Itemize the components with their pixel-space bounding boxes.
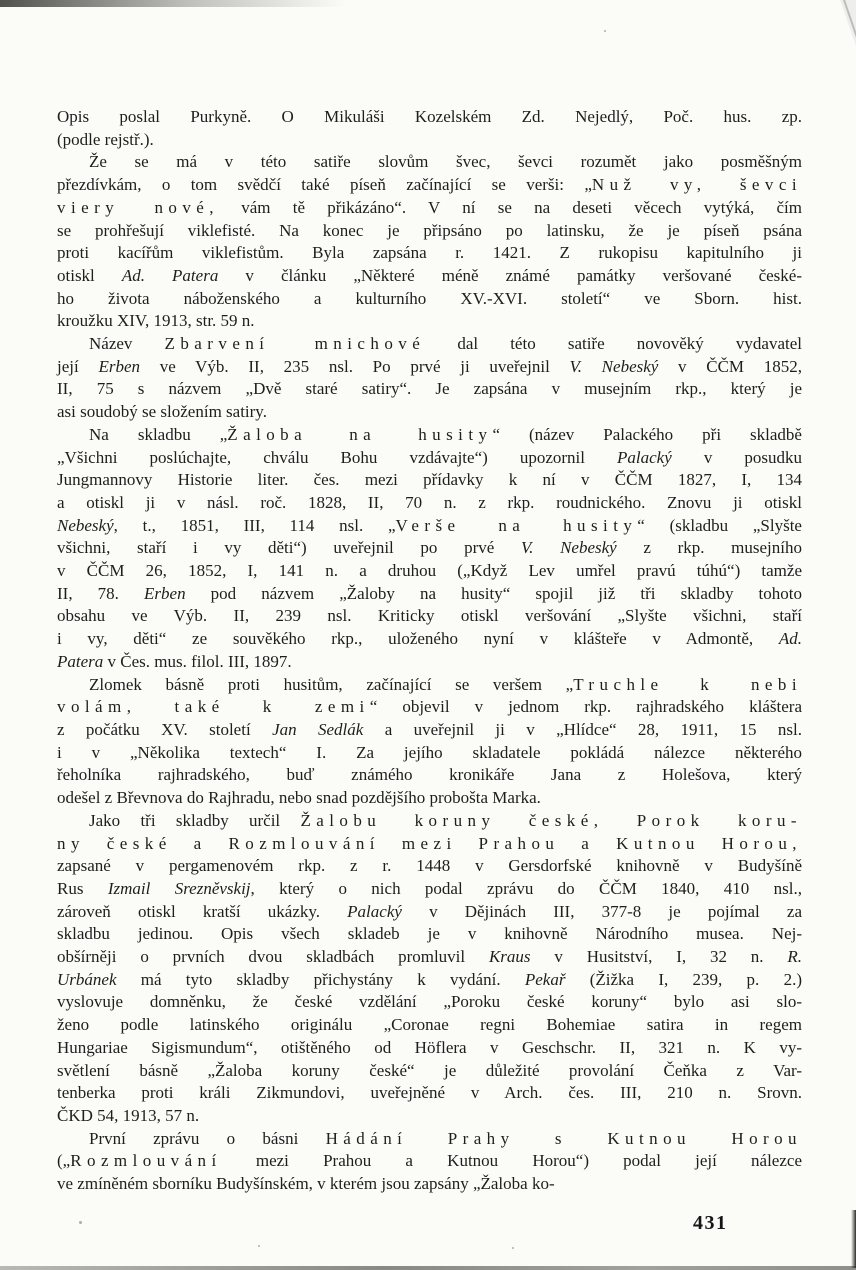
text-segment: Jako tři skladby určil <box>89 810 301 830</box>
text-segment: proti kacířům viklefistům. Byla zapsána r. 1421. Z rukopisu kapitulního ji <box>57 243 802 263</box>
text-line <box>57 833 802 856</box>
text-line <box>57 469 802 492</box>
text-line <box>57 810 802 833</box>
text-segment: mezi Prahou a Kutnou Horou“) podal její nálezce <box>221 1151 802 1171</box>
text-segment: “ objevil v jednom rkp. rajhradského kláštera <box>369 697 802 717</box>
text-line <box>57 1128 802 1151</box>
text-line <box>57 424 802 447</box>
text-line <box>57 106 802 129</box>
text-segment: Hádání Prahy s Kutnou Horou <box>325 1128 802 1148</box>
text-line <box>57 651 802 674</box>
text-line <box>57 946 802 969</box>
text-line <box>57 878 802 901</box>
text-segment: “ (skladbu „Slyšte <box>637 515 802 535</box>
text-segment: Truchle k nebi <box>573 674 802 694</box>
text-line <box>57 401 802 424</box>
scan-speck <box>79 1221 82 1224</box>
text-line <box>57 628 802 651</box>
text-line <box>57 991 802 1014</box>
text-segment: “ (název Palackého při skladbě <box>492 424 802 444</box>
text-segment: ve zmíněném sborníku Budyšínském, v kterém jsou zapsány „Žaloba ko- <box>57 1174 555 1194</box>
text-segment: Žalobu koruny české, Porok koru- <box>300 810 802 830</box>
text-segment: , t., 1851, III, 114 nsl. „ <box>113 515 396 535</box>
text-line <box>57 901 802 924</box>
text-segment: Nebeský <box>57 515 114 535</box>
scan-speck <box>604 30 606 32</box>
text-segment: V. Nebeský <box>520 538 617 558</box>
text-segment: ve Výb. II, 235 nsl. Po prvé ji uveřejnil <box>139 356 570 376</box>
text-segment: Na skladbu „ <box>89 424 228 444</box>
text-segment: dal této satiře novověký vydavatel <box>425 334 803 354</box>
text-segment: Hungariae Sigismundum“, otištěného od Höflera v Geschschr. II, 321 n. K vy- <box>57 1037 802 1057</box>
text-segment: přezdívkám, o tom svědčí také píseň začínající se verši: „ <box>57 175 592 195</box>
text-line <box>57 197 802 220</box>
text-segment: světlení básně „Žaloba koruny české“ je důležité provolání Čeňka z Var- <box>57 1060 802 1080</box>
text-line <box>57 742 802 765</box>
scan-corner-shade <box>840 0 856 46</box>
text-segment: Název <box>89 334 165 354</box>
text-segment: z rkp. musejního <box>616 538 802 558</box>
text-segment: II, 78. <box>57 583 145 603</box>
text-line <box>57 1173 802 1196</box>
text-segment: vám tě přikázáno“. V ní se na deseti věcech vytýká, čím <box>218 197 802 217</box>
text-line <box>57 1082 802 1105</box>
text-line <box>57 923 802 946</box>
text-segment: Rozmlouvání <box>70 1151 222 1171</box>
text-segment: v Husitství, I, 32 n. <box>530 947 788 967</box>
scan-speck <box>512 1247 514 1249</box>
text-segment: v Dějinách III, 377-8 je pojímal za <box>401 901 802 921</box>
scan-shadow-right <box>851 1210 856 1268</box>
text-segment: odešel z Břevnova do Rajhradu, nebo snad pozdějšího probošta Marka. <box>57 788 541 808</box>
text-segment: obsahu ve Výb. II, 239 nsl. Kriticky otiskl veršování „Slyšte všichni, staří <box>57 606 802 626</box>
text-line <box>57 174 802 197</box>
text-segment: V. Nebeský <box>569 356 659 376</box>
text-line <box>57 1060 802 1083</box>
text-segment: zapsané v pergamenovém rkp. z r. 1448 v Gersdorfské knihovně v Budyšíně <box>57 856 802 876</box>
text-segment: , který o nich podal zprávu do ČČM 1840, 410 nsl., <box>250 878 802 898</box>
text-segment: se prohřešují viklefisté. Na konec je připsáno po latinsku, že je píseň psána <box>57 220 802 240</box>
text-segment: (podle rejstř.). <box>57 129 154 149</box>
text-segment: pod názvem „Žaloby na husity“ spojil již tři skladby tohoto <box>185 583 802 603</box>
text-line <box>57 583 802 606</box>
text-segment: Erben <box>144 583 186 603</box>
text-segment: První zprávu o básni <box>89 1128 326 1148</box>
text-segment: Rus <box>57 878 108 898</box>
text-segment: Pekař <box>524 969 566 989</box>
text-line <box>57 537 802 560</box>
text-line <box>57 787 802 810</box>
text-segment: (Žižka I, 239, p. 2.) <box>565 969 802 989</box>
text-segment: ny české a Rozmlouvání mezi Prahou a Kutnou Horou, <box>57 833 802 853</box>
text-segment: R. <box>787 947 803 967</box>
text-line <box>57 447 802 470</box>
text-segment: Verše na husity <box>395 515 638 535</box>
scan-shadow-top <box>0 0 345 7</box>
text-segment: a uveřejnil ji v „Hlídce“ 28, 1911, 15 nsl. <box>363 719 803 739</box>
text-segment: z počátku XV. století <box>57 719 273 739</box>
text-line <box>57 333 802 356</box>
text-segment: Kraus <box>488 947 531 967</box>
text-segment: („ <box>57 1151 71 1171</box>
text-line <box>57 129 802 152</box>
text-segment: II, 75 s názvem „Dvě staré satiry“. Je zapsána v musejním rkp., který je <box>57 379 802 399</box>
text-segment: Izmail Srezněvskij <box>107 878 251 898</box>
text-line <box>57 242 802 265</box>
text-segment: i v „Několika textech“ I. Za jejího skladatele pokládá nálezce některého <box>57 742 802 762</box>
text-segment: v posudku <box>671 447 802 467</box>
text-segment: viery nové, <box>57 197 219 217</box>
text-segment: i vy, děti“ ze souvěkého rkp., uloženého nyní v klášteře v Admontě, <box>57 629 779 649</box>
text-segment: její <box>57 356 99 376</box>
text-segment: řeholníka rajhradského, buď známého kronikáře Jana z Holešova, který <box>57 765 802 785</box>
text-line <box>57 855 802 878</box>
text-segment: kroužku XIV, 1913, str. 59 n. <box>57 311 255 331</box>
text-segment: zároveň otiskl kratší ukázky. <box>57 901 348 921</box>
text-line <box>57 288 802 311</box>
text-segment: Jan Sedlák <box>272 719 364 739</box>
page-number: 431 <box>693 1212 728 1234</box>
text-segment: Že se má v této satiře slovům švec, ševci rozumět jako posměšným <box>89 152 802 172</box>
text-line <box>57 378 802 401</box>
text-segment: tenberka proti králi Zikmundovi, uveřejněné v Arch. čes. III, 210 n. Srovn. <box>57 1083 802 1103</box>
text-segment: ho života náboženského a kulturního XV.-XVI. století“ ve Sborn. hist. <box>57 288 802 308</box>
text-segment: otiskl <box>57 265 122 285</box>
text-line <box>57 220 802 243</box>
text-line <box>57 605 802 628</box>
text-segment: Urbánek <box>57 969 117 989</box>
text-segment: Žaloba na husity <box>227 424 493 444</box>
text-segment: asi soudobý se složením satiry. <box>57 402 267 422</box>
text-line <box>57 719 802 742</box>
text-segment: Palacký <box>617 447 672 467</box>
text-segment: vyslovuje domněnku, že české vzdělání „Poroku české koruny“ bylo asi slo- <box>57 992 802 1012</box>
text-line <box>57 764 802 787</box>
text-segment: v ČČM 26, 1852, I, 141 n. a druhou („Když Lev umřel pravú túhú“) tamže <box>57 561 802 581</box>
text-segment: ženo podle latinského originálu „Coronae regni Bohemiae satira in regem <box>57 1015 802 1035</box>
text-segment: „Všichni poslúchajte, chválu Bohu vzdávajte“) upozornil <box>57 447 618 467</box>
text-line <box>57 356 802 379</box>
text-line <box>57 674 802 697</box>
text-line <box>57 1150 802 1173</box>
text-segment: Zbarvení mnichové <box>164 334 426 354</box>
text-segment: Palacký <box>347 901 402 921</box>
text-line <box>57 310 802 333</box>
text-line <box>57 969 802 992</box>
text-segment: a otiskl ji v násl. roč. 1828, II, 70 n. z rkp. roudnického. Znovu ji otiskl <box>57 492 802 512</box>
text-segment: obšírněji o prvních dvou skladbách promluvil <box>57 947 489 967</box>
text-segment: všichni, staří i vy děti“) uveřejnil po prvé <box>57 538 521 558</box>
text-line <box>57 1105 802 1128</box>
text-segment: Opis poslal Purkyně. O Mikuláši Kozelském Zd. Nejedlý, Poč. hus. zp. <box>57 107 802 126</box>
text-segment: Zlomek básně proti husitům, začínající se veršem „ <box>89 674 574 694</box>
text-line <box>57 265 802 288</box>
text-segment: Patera <box>57 651 104 671</box>
text-line <box>57 560 802 583</box>
text-line <box>57 1014 802 1037</box>
text-line <box>57 696 802 719</box>
scan-speck <box>258 1245 260 1247</box>
scan-shadow-bottom <box>0 1266 856 1270</box>
text-line <box>57 1037 802 1060</box>
text-segment: Nuž vy, ševci <box>591 175 802 195</box>
text-segment: Ad. <box>778 629 802 649</box>
text-line <box>57 492 802 515</box>
text-line <box>57 151 802 174</box>
text-line <box>57 515 802 538</box>
text-segment: volám, také k zemi <box>57 697 370 717</box>
text-segment: Jungmannovy Historie liter. čes. mezi přídavky k ní v ČČM 1827, I, 134 <box>57 470 802 490</box>
text-block <box>57 106 802 1196</box>
text-segment: v ČČM 1852, <box>658 356 802 376</box>
text-segment: skladbu jedinou. Opis všech skladeb je v knihovně Národního musea. Nej- <box>57 924 802 944</box>
text-segment: Ad. Patera <box>121 265 219 285</box>
text-segment: má tyto skladby přichystány k vydání. <box>116 969 525 989</box>
text-segment: v Čes. mus. filol. III, 1897. <box>103 651 292 671</box>
text-segment: Erben <box>98 356 140 376</box>
text-segment: ČKD 54, 1913, 57 n. <box>57 1105 200 1125</box>
text-segment: v článku „Některé méně známé památky veršované české- <box>218 265 802 285</box>
